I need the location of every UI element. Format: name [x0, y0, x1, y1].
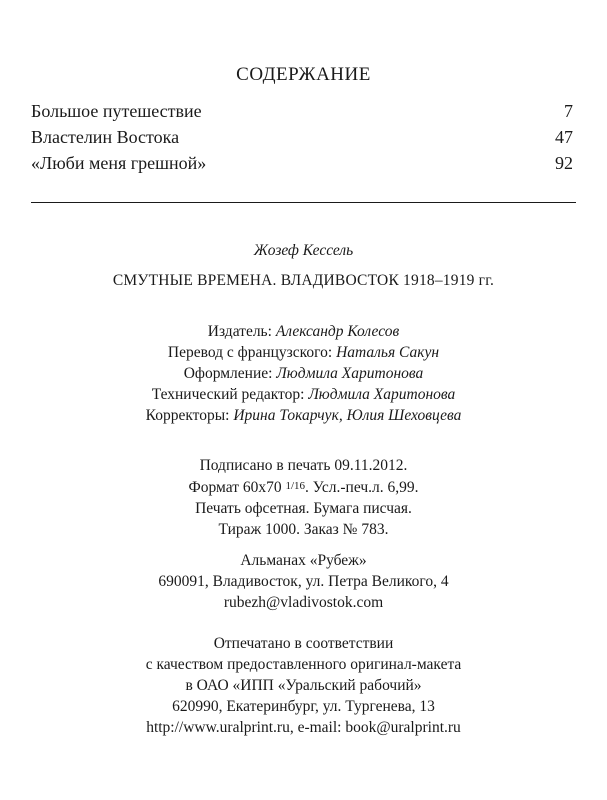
printer-line: в ОАО «ИПП «Уральский рабочий» [185, 677, 422, 694]
publisher-name: Альманах «Рубеж» [240, 552, 367, 569]
toc-item [31, 150, 573, 176]
printer-line: Отпечатано в соответствии [213, 635, 394, 652]
printer-block [0, 633, 607, 738]
credit-line: Издатель: Александр Колесов [207, 323, 400, 340]
toc-list [31, 98, 573, 176]
printer-line: с качеством предоставленного оригинал-макета [145, 656, 462, 673]
toc-item [31, 98, 573, 124]
credits-block [0, 321, 607, 426]
toc-title: СОДЕРЖАНИЕ [236, 64, 371, 85]
print-info-block [0, 455, 607, 540]
toc-item-page: 7 [564, 101, 573, 121]
run-line: Тираж 1000. Заказ № 783. [218, 521, 389, 538]
printer-contacts: http://www.uralprint.ru, e-mail: book@uralprint.ru [146, 719, 461, 736]
toc-item-title: «Люби меня грешной» [31, 153, 207, 173]
credit-line: Технический редактор: Людмила Харитонова [151, 386, 456, 403]
paper-line: Печать офсетная. Бумага писчая. [195, 500, 412, 517]
credit-line: Корректоры: Ирина Токарчук, Юлия Шеховцева [145, 407, 462, 424]
printer-address: 620990, Екатеринбург, ул. Тургенева, 13 [172, 698, 435, 715]
toc-item-title: Властелин Востока [31, 127, 180, 147]
credit-line: Оформление: Людмила Харитонова [183, 365, 424, 382]
toc-item-title: Большое путешествие [31, 101, 202, 121]
publisher-block [0, 550, 607, 613]
publisher-address: 690091, Владивосток, ул. Петра Великого, 4 [158, 573, 449, 590]
format-line: Формат 60х70 1/16. Усл.-печ.л. 6,99. [188, 479, 419, 496]
credit-line: Перевод с французского: Наталья Сакун [167, 344, 440, 361]
author-name: Жозеф Кессель [253, 242, 354, 259]
signed-date: Подписано в печать 09.11.2012. [199, 457, 408, 474]
publisher-email: rubezh@vladivostok.com [223, 594, 384, 611]
toc-item-page: 92 [555, 153, 573, 173]
divider [31, 202, 576, 203]
toc-item [31, 124, 573, 150]
toc-item-page: 47 [555, 127, 573, 147]
book-title: СМУТНЫЕ ВРЕМЕНА. ВЛАДИВОСТОК 1918–1919 гг. [112, 272, 495, 289]
